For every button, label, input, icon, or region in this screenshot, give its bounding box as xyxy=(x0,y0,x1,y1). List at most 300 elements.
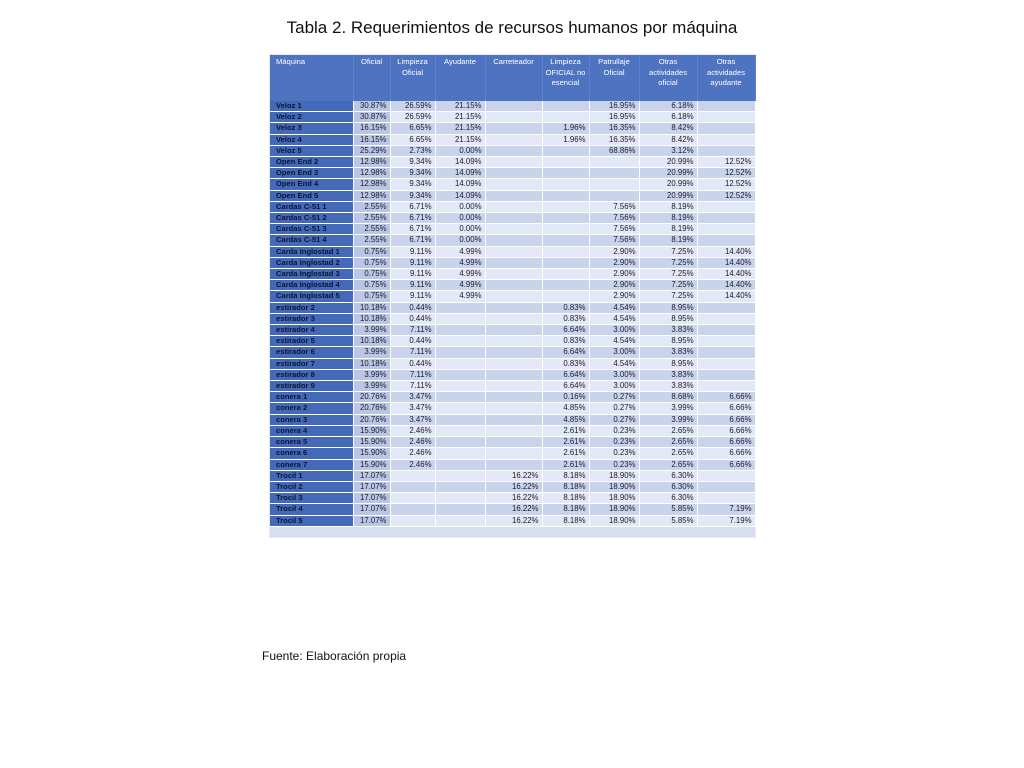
otras-actividades-ayudante-cell: 12.52% xyxy=(697,179,755,190)
machine-name-cell: Open End 4 xyxy=(270,179,353,190)
otras-actividades-ayudante-cell xyxy=(697,313,755,324)
requirements-table-container xyxy=(270,55,755,537)
limpieza-oficial-cell: 0.44% xyxy=(390,336,435,347)
limpieza-oficial-cell xyxy=(390,504,435,515)
limpieza-oficial-cell: 2.46% xyxy=(390,425,435,436)
carreteador-cell xyxy=(485,448,542,459)
oficial-cell: 3.99% xyxy=(353,347,390,358)
ayudante-cell xyxy=(435,336,485,347)
otras-actividades-ayudante-cell xyxy=(697,302,755,313)
otras-actividades-ayudante-cell: 7.19% xyxy=(697,504,755,515)
machine-name-cell: Veloz 3 xyxy=(270,123,353,134)
table-row xyxy=(270,481,755,492)
patrullaje-oficial-cell: 2.90% xyxy=(589,291,639,302)
machine-name-cell: Trocil 4 xyxy=(270,504,353,515)
table-row xyxy=(270,403,755,414)
table-row xyxy=(270,504,755,515)
oficial-cell: 30.87% xyxy=(353,112,390,123)
patrullaje-oficial-cell: 0.27% xyxy=(589,392,639,403)
column-header-maquina: Máquina xyxy=(270,55,353,101)
table-row xyxy=(270,369,755,380)
otras-actividades-ayudante-cell xyxy=(697,347,755,358)
otras-actividades-ayudante-cell xyxy=(697,235,755,246)
limpieza-oficial-cell: 9.11% xyxy=(390,269,435,280)
carreteador-cell xyxy=(485,269,542,280)
carreteador-cell xyxy=(485,157,542,168)
limpieza-oficial-cell: 0.44% xyxy=(390,313,435,324)
ayudante-cell xyxy=(435,302,485,313)
limpieza-no-esencial-cell: 6.64% xyxy=(542,347,589,358)
machine-name-cell: Veloz 5 xyxy=(270,145,353,156)
carreteador-cell: 16.22% xyxy=(485,470,542,481)
ayudante-cell: 4.99% xyxy=(435,291,485,302)
otras-actividades-oficial-cell: 8.95% xyxy=(639,358,697,369)
oficial-cell: 2.55% xyxy=(353,213,390,224)
carreteador-cell xyxy=(485,246,542,257)
otras-actividades-ayudante-cell xyxy=(697,101,755,112)
otras-actividades-ayudante-cell: 14.40% xyxy=(697,257,755,268)
carreteador-cell xyxy=(485,280,542,291)
column-header-patrullaje-oficial: Patrullaje Oficial xyxy=(589,55,639,101)
otras-actividades-oficial-cell: 6.18% xyxy=(639,112,697,123)
carreteador-cell xyxy=(485,123,542,134)
otras-actividades-oficial-cell: 8.19% xyxy=(639,201,697,212)
otras-actividades-oficial-cell: 8.68% xyxy=(639,392,697,403)
carreteador-cell xyxy=(485,201,542,212)
machine-name-cell: conera 7 xyxy=(270,459,353,470)
limpieza-no-esencial-cell xyxy=(542,168,589,179)
table-row xyxy=(270,381,755,392)
machine-name-cell: Carda Inglostad 3 xyxy=(270,269,353,280)
machine-name-cell: Veloz 4 xyxy=(270,134,353,145)
limpieza-oficial-cell: 6.65% xyxy=(390,123,435,134)
table-row xyxy=(270,515,755,526)
machine-name-cell: estirador 9 xyxy=(270,381,353,392)
otras-actividades-oficial-cell: 2.65% xyxy=(639,425,697,436)
oficial-cell: 30.87% xyxy=(353,101,390,112)
oficial-cell: 17.07% xyxy=(353,515,390,526)
limpieza-no-esencial-cell xyxy=(542,246,589,257)
oficial-cell: 12.98% xyxy=(353,179,390,190)
oficial-cell: 0.75% xyxy=(353,280,390,291)
limpieza-oficial-cell: 3.47% xyxy=(390,403,435,414)
patrullaje-oficial-cell: 3.00% xyxy=(589,347,639,358)
otras-actividades-ayudante-cell: 6.66% xyxy=(697,414,755,425)
machine-name-cell: Cardas C-51 4 xyxy=(270,235,353,246)
otras-actividades-oficial-cell: 3.83% xyxy=(639,325,697,336)
patrullaje-oficial-cell: 3.00% xyxy=(589,381,639,392)
patrullaje-oficial-cell: 2.90% xyxy=(589,269,639,280)
column-header-oficial: Oficial xyxy=(353,55,390,101)
ayudante-cell xyxy=(435,437,485,448)
limpieza-oficial-cell: 0.44% xyxy=(390,302,435,313)
oficial-cell: 3.99% xyxy=(353,381,390,392)
table-row xyxy=(270,414,755,425)
patrullaje-oficial-cell: 0.23% xyxy=(589,448,639,459)
table-row xyxy=(270,112,755,123)
table-row xyxy=(270,313,755,324)
otras-actividades-oficial-cell: 20.99% xyxy=(639,179,697,190)
patrullaje-oficial-cell: 7.56% xyxy=(589,213,639,224)
column-header-otras-actividades-ayudante: Otras actividades ayudante xyxy=(697,55,755,101)
otras-actividades-oficial-cell: 5.85% xyxy=(639,515,697,526)
limpieza-oficial-cell: 3.47% xyxy=(390,392,435,403)
machine-name-cell: conera 5 xyxy=(270,437,353,448)
patrullaje-oficial-cell: 2.90% xyxy=(589,280,639,291)
patrullaje-oficial-cell: 3.00% xyxy=(589,369,639,380)
ayudante-cell: 4.99% xyxy=(435,280,485,291)
carreteador-cell xyxy=(485,224,542,235)
otras-actividades-oficial-cell: 8.95% xyxy=(639,313,697,324)
oficial-cell: 12.98% xyxy=(353,168,390,179)
otras-actividades-oficial-cell: 2.65% xyxy=(639,448,697,459)
ayudante-cell: 21.15% xyxy=(435,101,485,112)
carreteador-cell: 16.22% xyxy=(485,515,542,526)
limpieza-no-esencial-cell: 8.18% xyxy=(542,481,589,492)
machine-name-cell: Trocil 5 xyxy=(270,515,353,526)
ayudante-cell xyxy=(435,325,485,336)
otras-actividades-ayudante-cell xyxy=(697,481,755,492)
machine-name-cell: Veloz 1 xyxy=(270,101,353,112)
ayudante-cell: 0.00% xyxy=(435,235,485,246)
carreteador-cell xyxy=(485,145,542,156)
limpieza-oficial-cell: 7.11% xyxy=(390,369,435,380)
carreteador-cell xyxy=(485,179,542,190)
ayudante-cell xyxy=(435,504,485,515)
limpieza-no-esencial-cell xyxy=(542,235,589,246)
carreteador-cell xyxy=(485,347,542,358)
limpieza-no-esencial-cell: 6.64% xyxy=(542,325,589,336)
patrullaje-oficial-cell: 4.54% xyxy=(589,313,639,324)
limpieza-no-esencial-cell: 0.83% xyxy=(542,336,589,347)
source-note: Fuente: Elaboración propia xyxy=(262,649,407,663)
carreteador-cell xyxy=(485,369,542,380)
oficial-cell: 20.76% xyxy=(353,414,390,425)
machine-name-cell: Trocil 1 xyxy=(270,470,353,481)
oficial-cell: 12.98% xyxy=(353,190,390,201)
oficial-cell: 17.07% xyxy=(353,470,390,481)
limpieza-oficial-cell: 6.71% xyxy=(390,213,435,224)
carreteador-cell xyxy=(485,257,542,268)
limpieza-oficial-cell xyxy=(390,470,435,481)
otras-actividades-oficial-cell: 7.25% xyxy=(639,280,697,291)
otras-actividades-oficial-cell: 5.85% xyxy=(639,504,697,515)
patrullaje-oficial-cell: 0.27% xyxy=(589,414,639,425)
otras-actividades-oficial-cell: 8.95% xyxy=(639,336,697,347)
table-row xyxy=(270,448,755,459)
column-header-otras-actividades-oficial: Otras actividades oficial xyxy=(639,55,697,101)
oficial-cell: 25.29% xyxy=(353,145,390,156)
limpieza-oficial-cell: 26.59% xyxy=(390,101,435,112)
patrullaje-oficial-cell: 2.90% xyxy=(589,246,639,257)
limpieza-no-esencial-cell xyxy=(542,190,589,201)
limpieza-no-esencial-cell: 2.61% xyxy=(542,425,589,436)
table-row xyxy=(270,347,755,358)
ayudante-cell: 4.99% xyxy=(435,269,485,280)
limpieza-oficial-cell: 9.34% xyxy=(390,190,435,201)
machine-name-cell: estirador 7 xyxy=(270,358,353,369)
otras-actividades-oficial-cell: 20.99% xyxy=(639,190,697,201)
ayudante-cell xyxy=(435,313,485,324)
table-row xyxy=(270,168,755,179)
table-row xyxy=(270,224,755,235)
carreteador-cell: 16.22% xyxy=(485,493,542,504)
ayudante-cell: 4.99% xyxy=(435,257,485,268)
otras-actividades-oficial-cell: 8.19% xyxy=(639,224,697,235)
limpieza-oficial-cell: 7.11% xyxy=(390,325,435,336)
ayudante-cell: 0.00% xyxy=(435,224,485,235)
table-row xyxy=(270,302,755,313)
table-row xyxy=(270,246,755,257)
limpieza-no-esencial-cell xyxy=(542,112,589,123)
ayudante-cell: 0.00% xyxy=(435,201,485,212)
otras-actividades-oficial-cell: 3.83% xyxy=(639,381,697,392)
limpieza-no-esencial-cell: 0.16% xyxy=(542,392,589,403)
machine-name-cell: conera 3 xyxy=(270,414,353,425)
ayudante-cell xyxy=(435,515,485,526)
otras-actividades-ayudante-cell xyxy=(697,325,755,336)
table-row xyxy=(270,459,755,470)
otras-actividades-ayudante-cell: 6.66% xyxy=(697,437,755,448)
oficial-cell: 15.90% xyxy=(353,425,390,436)
machine-name-cell: Carda Inglostad 1 xyxy=(270,246,353,257)
oficial-cell: 16.15% xyxy=(353,123,390,134)
oficial-cell: 10.18% xyxy=(353,358,390,369)
table-row xyxy=(270,470,755,481)
limpieza-oficial-cell: 7.11% xyxy=(390,381,435,392)
otras-actividades-ayudante-cell: 14.40% xyxy=(697,246,755,257)
limpieza-no-esencial-cell xyxy=(542,145,589,156)
otras-actividades-oficial-cell: 8.19% xyxy=(639,235,697,246)
table-row xyxy=(270,358,755,369)
limpieza-oficial-cell: 9.11% xyxy=(390,280,435,291)
oficial-cell: 2.55% xyxy=(353,224,390,235)
limpieza-oficial-cell: 2.73% xyxy=(390,145,435,156)
patrullaje-oficial-cell: 18.90% xyxy=(589,481,639,492)
carreteador-cell xyxy=(485,437,542,448)
patrullaje-oficial-cell: 0.23% xyxy=(589,425,639,436)
machine-name-cell: conera 6 xyxy=(270,448,353,459)
ayudante-cell xyxy=(435,347,485,358)
otras-actividades-oficial-cell: 7.25% xyxy=(639,291,697,302)
machine-name-cell: Open End 5 xyxy=(270,190,353,201)
table-row xyxy=(270,291,755,302)
otras-actividades-ayudante-cell: 6.66% xyxy=(697,403,755,414)
limpieza-no-esencial-cell: 2.61% xyxy=(542,448,589,459)
ayudante-cell xyxy=(435,493,485,504)
table-row xyxy=(270,123,755,134)
machine-name-cell: estirador 3 xyxy=(270,313,353,324)
ayudante-cell: 14.09% xyxy=(435,168,485,179)
carreteador-cell xyxy=(485,358,542,369)
otras-actividades-ayudante-cell xyxy=(697,201,755,212)
table-row xyxy=(270,425,755,436)
machine-name-cell: estirador 5 xyxy=(270,336,353,347)
limpieza-no-esencial-cell: 6.64% xyxy=(542,369,589,380)
otras-actividades-oficial-cell: 2.65% xyxy=(639,437,697,448)
limpieza-oficial-cell: 0.44% xyxy=(390,358,435,369)
otras-actividades-oficial-cell: 6.30% xyxy=(639,481,697,492)
limpieza-no-esencial-cell: 0.83% xyxy=(542,302,589,313)
table-row xyxy=(270,190,755,201)
limpieza-no-esencial-cell: 2.61% xyxy=(542,437,589,448)
ayudante-cell: 21.15% xyxy=(435,134,485,145)
otras-actividades-oficial-cell: 20.99% xyxy=(639,157,697,168)
carreteador-cell xyxy=(485,403,542,414)
patrullaje-oficial-cell: 18.90% xyxy=(589,470,639,481)
otras-actividades-ayudante-cell: 6.66% xyxy=(697,392,755,403)
limpieza-no-esencial-cell: 2.61% xyxy=(542,459,589,470)
patrullaje-oficial-cell: 7.56% xyxy=(589,224,639,235)
limpieza-oficial-cell xyxy=(390,481,435,492)
patrullaje-oficial-cell xyxy=(589,179,639,190)
ayudante-cell xyxy=(435,459,485,470)
limpieza-oficial-cell: 26.59% xyxy=(390,112,435,123)
otras-actividades-ayudante-cell xyxy=(697,470,755,481)
oficial-cell: 0.75% xyxy=(353,291,390,302)
machine-name-cell: Open End 3 xyxy=(270,168,353,179)
ayudante-cell: 0.00% xyxy=(435,213,485,224)
machine-name-cell: Carda Inglostad 4 xyxy=(270,280,353,291)
limpieza-oficial-cell: 6.71% xyxy=(390,235,435,246)
carreteador-cell xyxy=(485,101,542,112)
limpieza-no-esencial-cell xyxy=(542,257,589,268)
otras-actividades-ayudante-cell xyxy=(697,224,755,235)
limpieza-oficial-cell: 9.11% xyxy=(390,291,435,302)
limpieza-no-esencial-cell xyxy=(542,157,589,168)
patrullaje-oficial-cell: 4.54% xyxy=(589,358,639,369)
oficial-cell: 0.75% xyxy=(353,246,390,257)
otras-actividades-ayudante-cell xyxy=(697,358,755,369)
table-row xyxy=(270,493,755,504)
table-row xyxy=(270,213,755,224)
patrullaje-oficial-cell xyxy=(589,157,639,168)
carreteador-cell xyxy=(485,235,542,246)
otras-actividades-ayudante-cell xyxy=(697,123,755,134)
limpieza-no-esencial-cell xyxy=(542,269,589,280)
machine-name-cell: Veloz 2 xyxy=(270,112,353,123)
otras-actividades-ayudante-cell xyxy=(697,134,755,145)
machine-name-cell: Trocil 2 xyxy=(270,481,353,492)
otras-actividades-ayudante-cell: 6.66% xyxy=(697,425,755,436)
otras-actividades-oficial-cell: 2.65% xyxy=(639,459,697,470)
limpieza-no-esencial-cell: 8.18% xyxy=(542,470,589,481)
otras-actividades-ayudante-cell xyxy=(697,145,755,156)
machine-name-cell: Carda Inglostad 2 xyxy=(270,257,353,268)
table-row xyxy=(270,235,755,246)
limpieza-no-esencial-cell: 1.96% xyxy=(542,134,589,145)
otras-actividades-oficial-cell: 7.25% xyxy=(639,269,697,280)
oficial-cell: 3.99% xyxy=(353,325,390,336)
machine-name-cell: estirador 2 xyxy=(270,302,353,313)
otras-actividades-oficial-cell: 7.25% xyxy=(639,246,697,257)
table-row xyxy=(270,201,755,212)
machine-name-cell: conera 2 xyxy=(270,403,353,414)
otras-actividades-ayudante-cell: 14.40% xyxy=(697,291,755,302)
table-row xyxy=(270,325,755,336)
limpieza-no-esencial-cell: 8.18% xyxy=(542,493,589,504)
limpieza-oficial-cell: 2.46% xyxy=(390,437,435,448)
carreteador-cell xyxy=(485,291,542,302)
oficial-cell: 16.15% xyxy=(353,134,390,145)
machine-name-cell: Open End 2 xyxy=(270,157,353,168)
otras-actividades-ayudante-cell xyxy=(697,213,755,224)
ayudante-cell xyxy=(435,358,485,369)
oficial-cell: 17.07% xyxy=(353,481,390,492)
limpieza-oficial-cell xyxy=(390,493,435,504)
machine-name-cell: estirador 8 xyxy=(270,369,353,380)
ayudante-cell: 4.99% xyxy=(435,246,485,257)
limpieza-oficial-cell: 9.34% xyxy=(390,179,435,190)
limpieza-oficial-cell: 9.34% xyxy=(390,157,435,168)
ayudante-cell xyxy=(435,392,485,403)
patrullaje-oficial-cell: 68.86% xyxy=(589,145,639,156)
oficial-cell: 10.18% xyxy=(353,302,390,313)
oficial-cell: 2.55% xyxy=(353,201,390,212)
limpieza-oficial-cell: 6.65% xyxy=(390,134,435,145)
limpieza-oficial-cell xyxy=(390,515,435,526)
otras-actividades-oficial-cell: 6.18% xyxy=(639,101,697,112)
otras-actividades-ayudante-cell: 14.40% xyxy=(697,269,755,280)
ayudante-cell xyxy=(435,414,485,425)
table-row xyxy=(270,101,755,112)
oficial-cell: 0.75% xyxy=(353,257,390,268)
otras-actividades-oficial-cell: 6.30% xyxy=(639,470,697,481)
oficial-cell: 17.07% xyxy=(353,493,390,504)
machine-name-cell: Carda Inglostad 5 xyxy=(270,291,353,302)
limpieza-no-esencial-cell: 8.18% xyxy=(542,504,589,515)
limpieza-no-esencial-cell: 1.96% xyxy=(542,123,589,134)
patrullaje-oficial-cell: 0.23% xyxy=(589,459,639,470)
ayudante-cell: 21.15% xyxy=(435,112,485,123)
limpieza-no-esencial-cell xyxy=(542,280,589,291)
otras-actividades-oficial-cell: 3.99% xyxy=(639,414,697,425)
limpieza-oficial-cell: 6.71% xyxy=(390,224,435,235)
ayudante-cell: 14.09% xyxy=(435,190,485,201)
ayudante-cell xyxy=(435,403,485,414)
column-header-limpieza-oficial: Limpieza Oficial xyxy=(390,55,435,101)
patrullaje-oficial-cell: 7.56% xyxy=(589,201,639,212)
limpieza-oficial-cell: 3.47% xyxy=(390,414,435,425)
otras-actividades-ayudante-cell: 6.66% xyxy=(697,459,755,470)
limpieza-oficial-cell: 7.11% xyxy=(390,347,435,358)
table-row xyxy=(270,179,755,190)
oficial-cell: 10.18% xyxy=(353,313,390,324)
table-row xyxy=(270,280,755,291)
table-row xyxy=(270,336,755,347)
patrullaje-oficial-cell: 18.90% xyxy=(589,493,639,504)
machine-name-cell: Cardas C-51 2 xyxy=(270,213,353,224)
limpieza-no-esencial-cell xyxy=(542,213,589,224)
patrullaje-oficial-cell: 18.90% xyxy=(589,515,639,526)
oficial-cell: 3.99% xyxy=(353,369,390,380)
carreteador-cell xyxy=(485,190,542,201)
machine-name-cell: Cardas C-51 1 xyxy=(270,201,353,212)
otras-actividades-oficial-cell: 20.99% xyxy=(639,168,697,179)
ayudante-cell: 14.09% xyxy=(435,179,485,190)
otras-actividades-ayudante-cell: 14.40% xyxy=(697,280,755,291)
ayudante-cell xyxy=(435,425,485,436)
carreteador-cell xyxy=(485,213,542,224)
machine-name-cell: Cardas C-51 3 xyxy=(270,224,353,235)
limpieza-no-esencial-cell: 4.85% xyxy=(542,414,589,425)
oficial-cell: 15.90% xyxy=(353,437,390,448)
ayudante-cell: 14.09% xyxy=(435,157,485,168)
patrullaje-oficial-cell: 4.54% xyxy=(589,336,639,347)
carreteador-cell xyxy=(485,168,542,179)
carreteador-cell xyxy=(485,134,542,145)
otras-actividades-oficial-cell: 3.83% xyxy=(639,347,697,358)
